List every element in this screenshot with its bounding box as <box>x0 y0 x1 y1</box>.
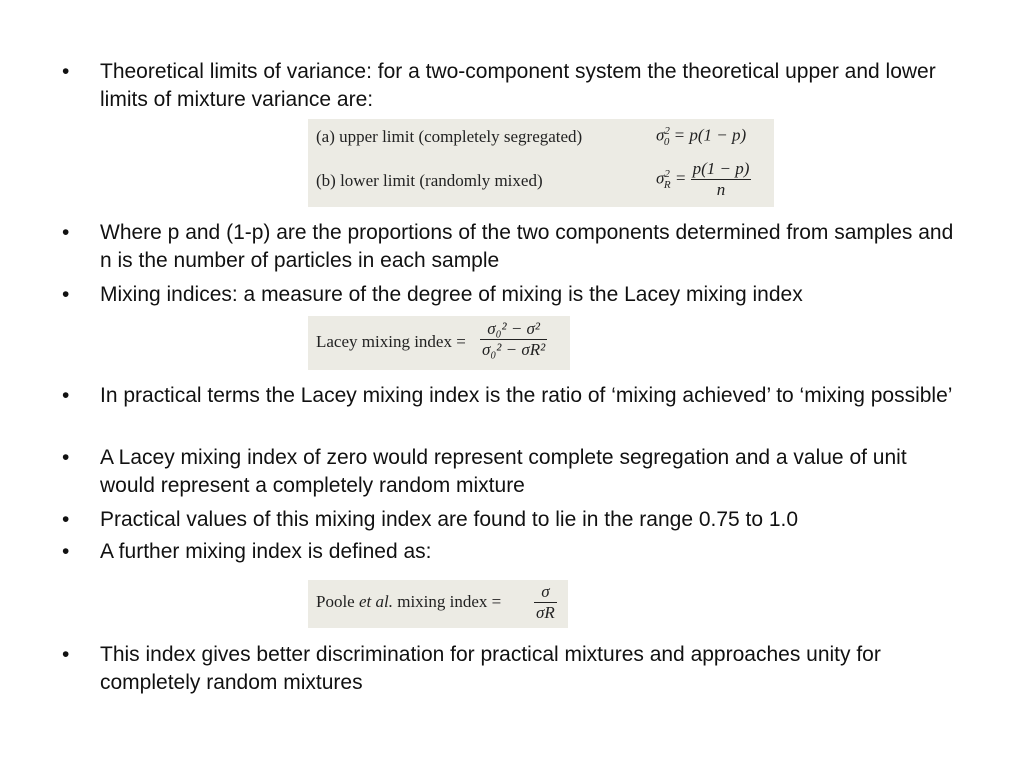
bullet-item <box>62 281 962 309</box>
exponent: 2 <box>664 125 670 137</box>
bullet-marker: • <box>62 508 70 531</box>
bullet-item <box>62 506 962 534</box>
bullet-text: Theoretical limits of variance: for a two-component system the theoretical upper and lower limits of mixture variance are: <box>100 60 936 111</box>
poole-fraction <box>534 582 557 623</box>
bullet-marker: • <box>62 283 70 306</box>
exponent: 2 <box>664 167 670 180</box>
lacey-formula <box>480 319 547 360</box>
bullet-marker: • <box>62 221 70 244</box>
sigma-symbol: σ <box>656 125 665 145</box>
bullet-marker: • <box>62 540 70 563</box>
bullet-marker: • <box>62 446 70 469</box>
fraction-numerator: p(1 − p) <box>692 159 750 178</box>
poole-label-etal: et al. <box>358 592 393 611</box>
fraction-denominator: n <box>716 180 726 199</box>
poole-label <box>316 592 501 612</box>
bullet-text: Mixing indices: a measure of the degree of mixing is the Lacey mixing index <box>100 283 803 306</box>
bullet-text: A Lacey mixing index of zero would represent complete segregation and a value of unit would represent a completely random mixture <box>100 446 907 497</box>
poole-label-suffix: mixing index = <box>397 592 502 611</box>
fraction-denominator: σ₀² − σR² <box>482 340 546 359</box>
fraction-denominator: σR <box>536 603 555 622</box>
bullet-marker: • <box>62 384 70 407</box>
lacey-label: Lacey mixing index = <box>316 332 466 351</box>
bullet-text: Practical values of this mixing index are found to lie in the range 0.75 to 1.0 <box>100 508 799 531</box>
bullet-item <box>62 444 962 500</box>
upper-limit-label: (a) upper limit (completely segregated) <box>316 127 583 146</box>
upper-limit-rhs: = p(1 − p) <box>673 125 747 145</box>
bullet-item <box>62 641 962 697</box>
subscript: R <box>663 178 671 191</box>
bullet-item <box>62 538 962 566</box>
bullet-item <box>62 58 962 114</box>
lacey-index-equation <box>308 316 570 370</box>
bullet-marker: • <box>62 60 70 83</box>
variance-limits-equation <box>308 119 774 207</box>
bullet-marker: • <box>62 643 70 666</box>
fraction-numerator: σ <box>534 582 557 603</box>
bullet-item <box>62 219 962 275</box>
poole-index-equation <box>308 580 568 628</box>
bullet-text: In practical terms the Lacey mixing index is the ratio of ‘mixing achieved’ to ‘mixing possible’ <box>100 384 953 407</box>
bullet-text: Where p and (1-p) are the proportions of the two components determined from samples and n is the number of particles in each sample <box>100 221 954 272</box>
lacey-fraction <box>480 319 547 360</box>
upper-limit-formula <box>656 125 746 148</box>
bullet-text: This index gives better discrimination for practical mixtures and approaches unity for completely random mixtures <box>100 643 881 694</box>
bullet-item <box>62 382 962 410</box>
equals-sign: = <box>674 168 687 188</box>
sigma-symbol: σ <box>656 168 665 188</box>
lower-limit-formula <box>656 159 751 200</box>
lower-limit-fraction <box>691 159 752 200</box>
subscript: 0 <box>663 136 670 149</box>
bullet-text: A further mixing index is defined as: <box>100 540 432 563</box>
fraction-numerator: σ₀² − σ² <box>480 319 547 340</box>
poole-label-prefix: Poole <box>316 592 355 611</box>
lower-limit-label: (b) lower limit (randomly mixed) <box>316 171 543 190</box>
poole-formula <box>534 582 557 623</box>
